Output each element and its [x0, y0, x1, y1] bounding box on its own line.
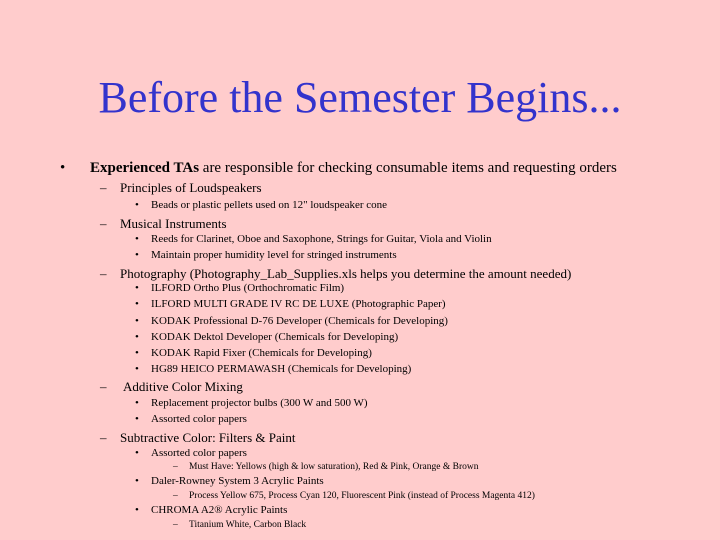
sub-item: Titanium White, Carbon Black: [189, 520, 307, 530]
list-item: KODAK Dektol Developer (Chemicals for Developing): [151, 331, 399, 343]
list-item: Daler-Rowney System 3 Acrylic Paints: [151, 475, 324, 487]
section-heading-loudspeakers: Principles of Loudspeakers: [120, 180, 262, 195]
level3-bullet: •: [135, 298, 139, 310]
list-item: Replacement projector bulbs (300 W and 500 W): [151, 397, 368, 409]
section-heading-instruments: Musical Instruments: [120, 216, 227, 231]
level4-dash: –: [173, 491, 178, 501]
section-heading-photography: Photography (Photography_Lab_Supplies.xls helps you determine the amount needed): [120, 266, 572, 281]
list-item: Maintain proper humidity level for stringed instruments: [151, 249, 397, 261]
list-item: Reeds for Clarinet, Oboe and Saxophone, Strings for Guitar, Viola and Violin: [151, 233, 492, 245]
level2-dash: –: [100, 216, 107, 231]
list-item: KODAK Rapid Fixer (Chemicals for Developing): [151, 347, 372, 359]
level3-bullet: •: [135, 397, 139, 409]
level3-bullet: •: [135, 347, 139, 359]
level2-dash: –: [100, 430, 107, 445]
level2-dash: –: [100, 266, 107, 281]
intro-line: [90, 161, 617, 176]
level3-bullet: •: [135, 363, 139, 375]
level3-bullet: •: [135, 249, 139, 261]
level3-bullet: •: [135, 315, 139, 327]
list-item: KODAK Professional D-76 Developer (Chemicals for Developing): [151, 315, 448, 327]
slide-title: Before the Semester Begins...: [98, 73, 622, 122]
list-item: Assorted color papers: [151, 413, 247, 425]
sub-item: Process Yellow 675, Process Cyan 120, Fluorescent Pink (instead of Process Magenta 412): [189, 491, 535, 501]
list-item: CHROMA A2® Acrylic Paints: [151, 504, 288, 516]
list-item: Assorted color papers: [151, 447, 247, 459]
sub-item: Must Have: Yellows (high & low saturation), Red & Pink, Orange & Brown: [189, 462, 479, 472]
level2-dash: –: [100, 180, 107, 195]
level3-bullet: •: [135, 233, 139, 245]
list-item: HG89 HEICO PERMAWASH (Chemicals for Developing): [151, 363, 412, 375]
level3-bullet: •: [135, 413, 139, 425]
section-heading-subtractive: Subtractive Color: Filters & Paint: [120, 430, 296, 445]
level3-bullet: •: [135, 447, 139, 459]
level3-bullet: •: [135, 282, 139, 294]
level1-bullet: •: [60, 160, 66, 176]
level3-bullet: •: [135, 475, 139, 487]
level3-bullet: •: [135, 199, 139, 211]
intro-rest: are responsible for checking consumable items and requesting orders: [199, 160, 617, 176]
level4-dash: –: [173, 462, 178, 472]
level2-dash: –: [100, 379, 107, 394]
level3-bullet: •: [135, 331, 139, 343]
list-item: Beads or plastic pellets used on 12" loudspeaker cone: [151, 199, 388, 211]
list-item: ILFORD MULTI GRADE IV RC DE LUXE (Photographic Paper): [151, 298, 446, 310]
section-heading-additive: Additive Color Mixing: [123, 379, 243, 394]
level4-dash: –: [173, 520, 178, 530]
list-item: ILFORD Ortho Plus (Orthochromatic Film): [151, 282, 345, 294]
level3-bullet: •: [135, 504, 139, 516]
intro-bold: Experienced TAs: [90, 160, 200, 176]
